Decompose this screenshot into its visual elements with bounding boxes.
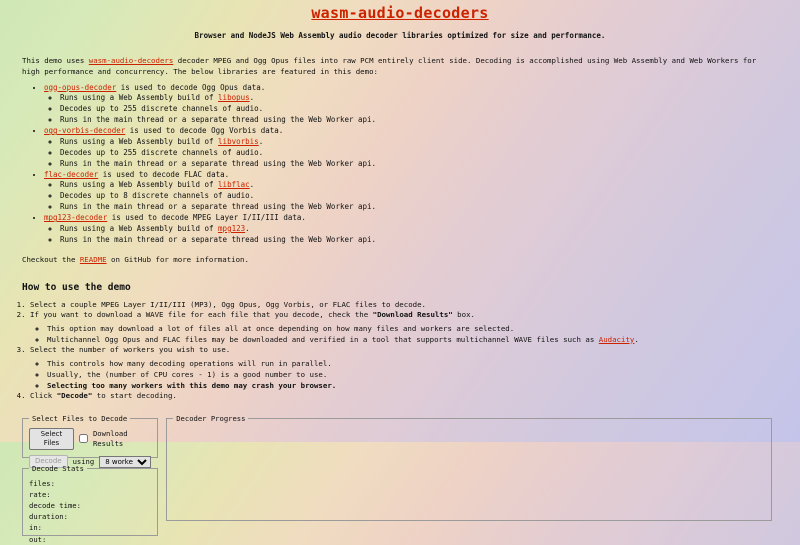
bullet-text-post: . xyxy=(245,223,250,233)
decode-stats-panel xyxy=(22,464,158,544)
library-sub-list xyxy=(44,224,800,246)
bullet-text-post: . xyxy=(258,136,264,146)
bullet-text: Runs in the main thread or a separate thread using the Web Worker api. xyxy=(60,115,377,125)
list-item xyxy=(60,202,800,213)
list-item xyxy=(60,191,800,202)
libopus-link[interactable]: libopus xyxy=(218,93,250,103)
stats-row-decode-time: decode time: xyxy=(29,501,81,511)
library-sub-list xyxy=(44,180,800,213)
decode-stats-legend: Decode Stats xyxy=(32,464,84,474)
stats-row-files: files: xyxy=(29,478,55,488)
list-item xyxy=(47,370,800,381)
step-text: Click xyxy=(30,391,57,401)
select-files-legend: Select Files to Decode xyxy=(32,414,128,424)
list-item xyxy=(60,235,800,246)
list-item xyxy=(60,93,800,104)
list-item xyxy=(30,310,800,345)
ogg-vorbis-decoder-link[interactable]: ogg-vorbis-decoder xyxy=(44,126,126,136)
list-item xyxy=(47,335,800,346)
library-sub-list xyxy=(44,93,800,126)
intro-text-part2: decoder MPEG and Ogg Opus files into raw PCM entirely client side. Decoding is accomplished using Web Assembly and Web Workers for high performance and concurrency. The below libraries are featured in this demo: xyxy=(22,56,757,77)
library-list xyxy=(22,83,800,246)
checkout-pre: Checkout the xyxy=(22,254,80,264)
intro-paragraph xyxy=(22,55,778,77)
list-item xyxy=(60,115,800,126)
list-item xyxy=(30,391,800,402)
sub-text-bold: Selecting too many workers with this demo may crash your browser. xyxy=(47,380,337,390)
download-results-label: Download Results xyxy=(92,429,128,448)
bullet-text: Runs in the main thread or a separate thread using the Web Worker api. xyxy=(60,158,377,168)
page-subtitle: Browser and NodeJS Web Assembly audio decoder libraries optimized for size and performance. xyxy=(194,31,606,41)
libvorbis-link[interactable]: libvorbis xyxy=(218,136,259,146)
mpg123-decoder-link[interactable]: mpg123-decoder xyxy=(44,213,108,223)
list-item xyxy=(44,213,800,246)
page-title: wasm-audio-decoders xyxy=(311,4,489,22)
sub-text: Multichannel Ogg Opus and FLAC files may be downloaded and verified in a tool that supports multichannel WAVE files such as xyxy=(47,334,599,344)
bullet-text: Decodes up to 8 discrete channels of audio. xyxy=(60,191,255,201)
using-label: using xyxy=(72,456,95,466)
step-text: Select a couple MPEG Layer I/II/III (MP3), Ogg Opus, Ogg Vorbis, or FLAC files to decode. xyxy=(30,299,427,309)
intro-text-part1: This demo uses xyxy=(22,56,89,66)
audacity-link[interactable]: Audacity xyxy=(598,334,635,344)
step-text: If you want to download a WAVE file for each file that you decode, check the xyxy=(30,310,373,320)
howto-heading: How to use the demo xyxy=(22,281,131,293)
list-item xyxy=(60,148,800,159)
list-item xyxy=(44,170,800,214)
wasm-audio-decoders-link[interactable]: wasm-audio-decoders xyxy=(88,56,174,66)
step-sub-list xyxy=(30,324,800,345)
checkout-readme-line xyxy=(22,255,778,265)
step-text: box. xyxy=(452,310,475,320)
left-panels-column xyxy=(22,414,158,544)
decode-button[interactable]: Decode xyxy=(29,455,68,468)
bullet-text: Runs using a Web Assembly build of xyxy=(60,223,219,233)
select-files-button[interactable]: Select Files xyxy=(29,428,74,450)
list-item xyxy=(60,159,800,170)
list-item xyxy=(47,359,800,370)
howto-steps xyxy=(0,300,800,403)
bullet-text-post: . xyxy=(249,180,255,190)
step-text: Select the number of workers you wish to use. xyxy=(30,345,231,355)
list-item xyxy=(47,324,800,335)
list-item xyxy=(60,180,800,191)
bullet-text-post: . xyxy=(249,93,255,103)
bullet-text: Runs using a Web Assembly build of xyxy=(60,180,219,190)
readme-link[interactable]: README xyxy=(79,254,107,264)
list-item xyxy=(47,381,800,392)
list-item xyxy=(60,224,800,235)
step-text-bold: "Download Results" xyxy=(372,310,453,320)
step-text: to start decoding. xyxy=(92,391,177,401)
list-item xyxy=(30,300,800,311)
step-text-bold: "Decode" xyxy=(56,391,93,401)
stats-row-rate: rate: xyxy=(29,490,51,499)
list-item xyxy=(60,104,800,115)
list-item xyxy=(44,126,800,170)
workers-select[interactable] xyxy=(99,456,151,468)
list-item xyxy=(60,137,800,148)
sub-text: This controls how many decoding operations will run in parallel. xyxy=(47,359,332,369)
libflac-link[interactable]: libflac xyxy=(218,180,250,190)
stats-row-in: in: xyxy=(29,523,42,533)
bullet-text: Runs in the main thread or a separate thread using the Web Worker api. xyxy=(60,202,377,212)
sub-text: This option may download a lot of files all at once depending on how many files and workers are selected. xyxy=(47,323,515,333)
library-desc: is used to decode Ogg Opus data. xyxy=(116,82,266,92)
select-files-panel xyxy=(22,414,158,466)
bullet-text: Runs using a Web Assembly build of xyxy=(60,93,219,103)
ogg-opus-decoder-link[interactable]: ogg-opus-decoder xyxy=(44,82,117,92)
library-sub-list xyxy=(44,137,800,170)
sub-text-post: . xyxy=(634,334,639,344)
checkout-post: on GitHub for more information. xyxy=(106,254,249,264)
mpg123-link[interactable]: mpg123 xyxy=(218,223,246,233)
library-desc: is used to decode MPEG Layer I/II/III data. xyxy=(107,213,306,223)
library-desc: is used to decode Ogg Vorbis data. xyxy=(125,126,284,136)
bullet-text: Runs using a Web Assembly build of xyxy=(60,136,219,146)
sub-text: Usually, the (number of CPU cores - 1) is a good number to use. xyxy=(47,369,328,379)
download-results-checkbox[interactable] xyxy=(79,434,88,443)
flac-decoder-link[interactable]: flac-decoder xyxy=(44,169,99,179)
step-sub-list xyxy=(30,359,800,391)
library-desc: is used to decode FLAC data. xyxy=(98,169,230,179)
panels-container xyxy=(22,414,800,544)
select-files-row xyxy=(29,428,151,450)
list-item xyxy=(30,345,800,391)
stats-row-out: out: xyxy=(29,534,47,544)
list-item xyxy=(44,83,800,127)
bullet-text: Decodes up to 255 discrete channels of audio. xyxy=(60,104,264,114)
bullet-text: Runs in the main thread or a separate thread using the Web Worker api. xyxy=(60,234,377,244)
decoder-progress-legend: Decoder Progress xyxy=(176,414,246,424)
bullet-text: Decodes up to 255 discrete channels of audio. xyxy=(60,147,264,157)
stats-row-duration: duration: xyxy=(29,512,68,522)
decoder-progress-panel xyxy=(166,414,772,521)
